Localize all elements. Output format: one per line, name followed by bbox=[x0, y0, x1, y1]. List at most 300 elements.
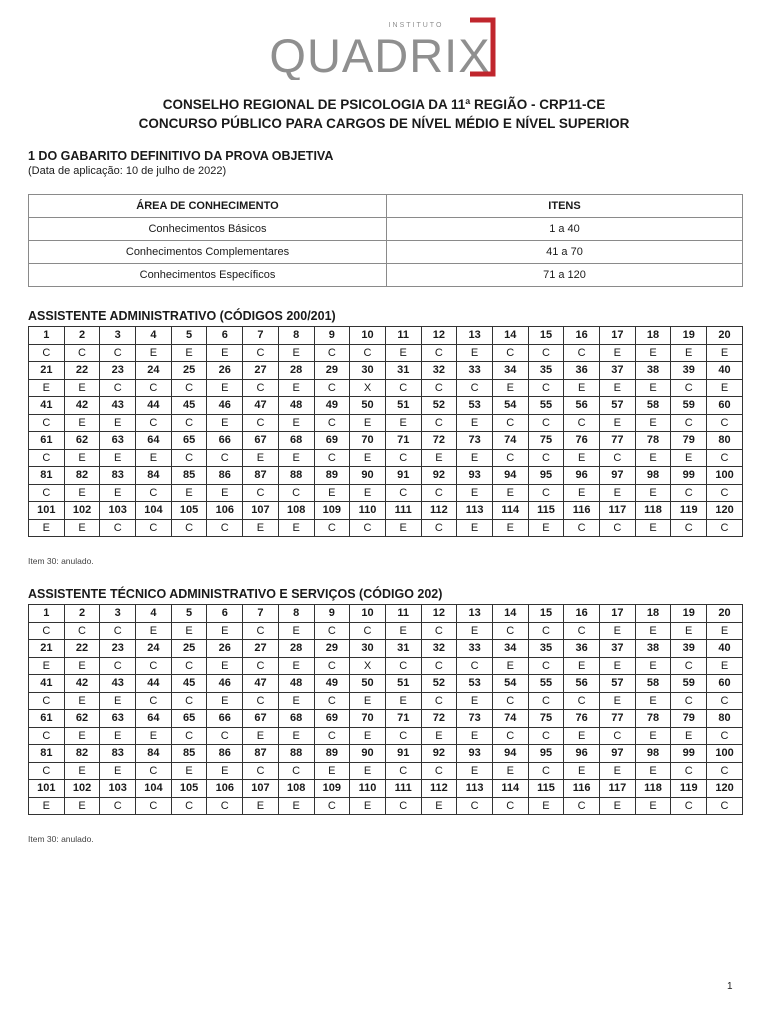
answer-cell: E bbox=[707, 657, 743, 675]
answer-cell: E bbox=[564, 727, 600, 745]
item-number: 54 bbox=[492, 397, 528, 415]
answer-cell: C bbox=[243, 692, 279, 710]
item-number-row bbox=[29, 710, 743, 728]
answer-cell: C bbox=[457, 657, 493, 675]
answer-cell: E bbox=[492, 657, 528, 675]
answer-cell: E bbox=[492, 762, 528, 780]
item-number: 44 bbox=[136, 397, 172, 415]
item-number-row bbox=[29, 362, 743, 380]
answer-cell: C bbox=[243, 484, 279, 502]
answer-cell: C bbox=[457, 797, 493, 815]
answer-cell: C bbox=[421, 692, 457, 710]
answer-cell: C bbox=[707, 449, 743, 467]
answer-cell: E bbox=[457, 692, 493, 710]
answer-cell: C bbox=[243, 344, 279, 362]
heading-line-1: CONSELHO REGIONAL DE PSICOLOGIA DA 11ª REGIÃO - CRP11-CE bbox=[162, 97, 606, 112]
answer-cell: E bbox=[350, 484, 386, 502]
item-number: 17 bbox=[600, 605, 636, 623]
answer-cell: C bbox=[707, 519, 743, 537]
item-number: 77 bbox=[600, 710, 636, 728]
answer-cell: C bbox=[29, 344, 65, 362]
item-number: 61 bbox=[29, 710, 65, 728]
answer-cell: C bbox=[29, 762, 65, 780]
answer-cell: E bbox=[64, 449, 100, 467]
answer-cell: E bbox=[100, 727, 136, 745]
answer-cell: C bbox=[29, 449, 65, 467]
item-number: 117 bbox=[600, 780, 636, 798]
item-number: 56 bbox=[564, 397, 600, 415]
answer-cell: C bbox=[671, 657, 707, 675]
answer-cell: C bbox=[314, 449, 350, 467]
item-number: 88 bbox=[278, 467, 314, 485]
section-title: 1 DO GABARITO DEFINITIVO DA PROVA OBJETIVA bbox=[28, 149, 334, 163]
answer-cell: C bbox=[171, 657, 207, 675]
answer-cell: C bbox=[243, 379, 279, 397]
answer-cell: C bbox=[528, 344, 564, 362]
answer-cell: C bbox=[314, 727, 350, 745]
item-number: 95 bbox=[528, 745, 564, 763]
item-number: 28 bbox=[278, 640, 314, 658]
item-number: 118 bbox=[635, 502, 671, 520]
item-number: 21 bbox=[29, 362, 65, 380]
item-number: 21 bbox=[29, 640, 65, 658]
answer-cell: E bbox=[350, 762, 386, 780]
item-number: 94 bbox=[492, 745, 528, 763]
item-number: 59 bbox=[671, 397, 707, 415]
item-number: 43 bbox=[100, 675, 136, 693]
item-number: 31 bbox=[385, 640, 421, 658]
area-table-header bbox=[29, 195, 743, 218]
answer-cell: C bbox=[171, 727, 207, 745]
answer-cell: E bbox=[707, 622, 743, 640]
answer-cell: E bbox=[64, 727, 100, 745]
item-number: 30 bbox=[350, 362, 386, 380]
item-number: 63 bbox=[100, 432, 136, 450]
answer-cell: C bbox=[421, 344, 457, 362]
item-number: 93 bbox=[457, 745, 493, 763]
answer-cell: C bbox=[278, 762, 314, 780]
item-number: 25 bbox=[171, 362, 207, 380]
answer-cell: E bbox=[207, 344, 243, 362]
item-number: 68 bbox=[278, 432, 314, 450]
answer-cell: E bbox=[421, 727, 457, 745]
item-number: 22 bbox=[64, 640, 100, 658]
answer-cell: C bbox=[136, 484, 172, 502]
item-number: 96 bbox=[564, 467, 600, 485]
item-number: 43 bbox=[100, 397, 136, 415]
item-number: 99 bbox=[671, 467, 707, 485]
item-number: 60 bbox=[707, 397, 743, 415]
gabarito-title: ASSISTENTE ADMINISTRATIVO (CÓDIGOS 200/201) bbox=[28, 309, 336, 323]
item-number: 47 bbox=[243, 675, 279, 693]
answer-cell: E bbox=[671, 622, 707, 640]
answer-cell: C bbox=[707, 762, 743, 780]
item-number: 51 bbox=[385, 397, 421, 415]
item-number: 50 bbox=[350, 397, 386, 415]
answer-cell: C bbox=[29, 484, 65, 502]
item-number: 99 bbox=[671, 745, 707, 763]
item-number: 104 bbox=[136, 502, 172, 520]
item-number: 14 bbox=[492, 327, 528, 345]
answer-cell: C bbox=[528, 692, 564, 710]
item-number: 65 bbox=[171, 710, 207, 728]
item-number: 91 bbox=[385, 467, 421, 485]
item-number: 26 bbox=[207, 362, 243, 380]
item-number: 66 bbox=[207, 710, 243, 728]
answer-cell: C bbox=[421, 414, 457, 432]
answer-cell: E bbox=[278, 657, 314, 675]
item-number-row bbox=[29, 327, 743, 345]
answer-cell: E bbox=[171, 344, 207, 362]
item-number: 120 bbox=[707, 502, 743, 520]
item-number: 74 bbox=[492, 710, 528, 728]
answer-cell: E bbox=[635, 727, 671, 745]
answer-cell: E bbox=[600, 414, 636, 432]
answer-cell: C bbox=[29, 692, 65, 710]
answer-cell: C bbox=[278, 484, 314, 502]
item-number: 80 bbox=[707, 432, 743, 450]
answer-cell: E bbox=[564, 379, 600, 397]
answer-cell: E bbox=[207, 379, 243, 397]
item-number: 65 bbox=[171, 432, 207, 450]
answer-cell: C bbox=[385, 762, 421, 780]
answer-row bbox=[29, 379, 743, 397]
answer-cell: E bbox=[64, 692, 100, 710]
item-number: 46 bbox=[207, 675, 243, 693]
item-number: 14 bbox=[492, 605, 528, 623]
answer-cell: C bbox=[314, 657, 350, 675]
answer-cell: E bbox=[350, 449, 386, 467]
item-number: 10 bbox=[350, 605, 386, 623]
item-number: 39 bbox=[671, 362, 707, 380]
item-number: 82 bbox=[64, 745, 100, 763]
answer-cell: C bbox=[350, 519, 386, 537]
item-number: 33 bbox=[457, 640, 493, 658]
answer-cell: E bbox=[314, 762, 350, 780]
logo-text: QUADRIX bbox=[269, 29, 491, 80]
answer-row bbox=[29, 797, 743, 815]
answer-cell: C bbox=[385, 379, 421, 397]
item-number: 63 bbox=[100, 710, 136, 728]
answer-cell: C bbox=[136, 379, 172, 397]
item-number: 48 bbox=[278, 397, 314, 415]
item-number: 41 bbox=[29, 675, 65, 693]
item-number: 12 bbox=[421, 605, 457, 623]
item-number: 85 bbox=[171, 467, 207, 485]
answer-cell: E bbox=[564, 484, 600, 502]
logo-small-text: INSTITUTO bbox=[388, 22, 444, 29]
answer-cell: C bbox=[492, 622, 528, 640]
item-number: 11 bbox=[385, 605, 421, 623]
answer-cell: C bbox=[528, 414, 564, 432]
item-number: 31 bbox=[385, 362, 421, 380]
item-number: 68 bbox=[278, 710, 314, 728]
answer-cell: C bbox=[421, 762, 457, 780]
answer-cell: E bbox=[29, 519, 65, 537]
item-number: 27 bbox=[243, 640, 279, 658]
answer-cell: C bbox=[314, 692, 350, 710]
item-number: 26 bbox=[207, 640, 243, 658]
area-cell: Conhecimentos Complementares bbox=[29, 241, 387, 264]
item-number: 94 bbox=[492, 467, 528, 485]
answer-cell: C bbox=[564, 622, 600, 640]
answer-cell: E bbox=[635, 484, 671, 502]
answer-cell: E bbox=[600, 762, 636, 780]
answer-cell: C bbox=[492, 727, 528, 745]
answer-cell: E bbox=[600, 379, 636, 397]
item-number: 53 bbox=[457, 397, 493, 415]
item-number: 36 bbox=[564, 640, 600, 658]
area-cell: Conhecimentos Básicos bbox=[29, 218, 387, 241]
item-number: 93 bbox=[457, 467, 493, 485]
answer-cell: C bbox=[64, 344, 100, 362]
item-number: 27 bbox=[243, 362, 279, 380]
item-number: 107 bbox=[243, 780, 279, 798]
item-number: 97 bbox=[600, 745, 636, 763]
item-number: 23 bbox=[100, 362, 136, 380]
item-number: 89 bbox=[314, 745, 350, 763]
item-number: 62 bbox=[64, 432, 100, 450]
item-number: 35 bbox=[528, 362, 564, 380]
item-number: 49 bbox=[314, 675, 350, 693]
item-number: 56 bbox=[564, 675, 600, 693]
answer-cell: E bbox=[635, 414, 671, 432]
answer-cell: C bbox=[671, 484, 707, 502]
answer-cell: E bbox=[635, 762, 671, 780]
item-number: 102 bbox=[64, 502, 100, 520]
answer-cell: C bbox=[671, 414, 707, 432]
item-number: 29 bbox=[314, 640, 350, 658]
answer-cell: C bbox=[136, 657, 172, 675]
item-number: 42 bbox=[64, 397, 100, 415]
item-number: 62 bbox=[64, 710, 100, 728]
answer-cell: E bbox=[243, 797, 279, 815]
item-number: 57 bbox=[600, 675, 636, 693]
item-number: 92 bbox=[421, 467, 457, 485]
item-number: 38 bbox=[635, 640, 671, 658]
item-number: 83 bbox=[100, 745, 136, 763]
answer-cell: C bbox=[171, 379, 207, 397]
item-number: 35 bbox=[528, 640, 564, 658]
answer-cell: E bbox=[64, 379, 100, 397]
answer-cell: C bbox=[100, 622, 136, 640]
item-number: 39 bbox=[671, 640, 707, 658]
answer-cell: E bbox=[385, 414, 421, 432]
answer-cell: C bbox=[64, 622, 100, 640]
heading-line-2: CONCURSO PÚBLICO PARA CARGOS DE NÍVEL MÉDIO E NÍVEL SUPERIOR bbox=[138, 116, 630, 131]
items-cell: 71 a 120 bbox=[387, 264, 743, 287]
item-number: 78 bbox=[635, 432, 671, 450]
answer-row bbox=[29, 519, 743, 537]
item-number: 85 bbox=[171, 745, 207, 763]
answer-cell: C bbox=[492, 692, 528, 710]
answer-cell: E bbox=[528, 519, 564, 537]
answer-cell: C bbox=[671, 692, 707, 710]
answer-row bbox=[29, 414, 743, 432]
answer-cell: E bbox=[457, 727, 493, 745]
item-number: 64 bbox=[136, 432, 172, 450]
item-number: 46 bbox=[207, 397, 243, 415]
answer-cell: C bbox=[707, 484, 743, 502]
answer-cell: E bbox=[457, 622, 493, 640]
item-number: 3 bbox=[100, 327, 136, 345]
item-number: 64 bbox=[136, 710, 172, 728]
item-number: 53 bbox=[457, 675, 493, 693]
answer-cell: E bbox=[635, 344, 671, 362]
item-number: 52 bbox=[421, 397, 457, 415]
item-number: 88 bbox=[278, 745, 314, 763]
answer-cell: C bbox=[29, 414, 65, 432]
answer-cell: E bbox=[64, 484, 100, 502]
item-number: 89 bbox=[314, 467, 350, 485]
answer-cell: C bbox=[171, 797, 207, 815]
item-number: 71 bbox=[385, 432, 421, 450]
answer-cell: E bbox=[64, 519, 100, 537]
answer-cell: C bbox=[385, 657, 421, 675]
answer-cell: C bbox=[100, 657, 136, 675]
answer-cell: E bbox=[64, 414, 100, 432]
item-number: 7 bbox=[243, 327, 279, 345]
answer-cell: C bbox=[564, 519, 600, 537]
answer-cell: E bbox=[243, 519, 279, 537]
item-number: 79 bbox=[671, 432, 707, 450]
item-number: 10 bbox=[350, 327, 386, 345]
item-number: 90 bbox=[350, 467, 386, 485]
answer-cell: C bbox=[528, 762, 564, 780]
item-number: 3 bbox=[100, 605, 136, 623]
answer-cell: E bbox=[600, 797, 636, 815]
answer-cell: E bbox=[136, 449, 172, 467]
answer-cell: E bbox=[278, 414, 314, 432]
answer-cell: C bbox=[314, 622, 350, 640]
answer-cell: E bbox=[707, 379, 743, 397]
answer-cell: E bbox=[278, 519, 314, 537]
item-number: 84 bbox=[136, 467, 172, 485]
item-number: 67 bbox=[243, 432, 279, 450]
answer-cell: C bbox=[385, 449, 421, 467]
item-number: 101 bbox=[29, 780, 65, 798]
answer-cell: E bbox=[171, 622, 207, 640]
answer-cell: E bbox=[457, 762, 493, 780]
item-number: 59 bbox=[671, 675, 707, 693]
answer-cell: X bbox=[350, 657, 386, 675]
answer-cell: C bbox=[528, 379, 564, 397]
answer-cell: C bbox=[564, 414, 600, 432]
item-number: 8 bbox=[278, 327, 314, 345]
answer-cell: E bbox=[492, 484, 528, 502]
item-number: 100 bbox=[707, 745, 743, 763]
item-number: 108 bbox=[278, 780, 314, 798]
item-number: 6 bbox=[207, 605, 243, 623]
item-number: 67 bbox=[243, 710, 279, 728]
answer-cell: E bbox=[457, 449, 493, 467]
answer-row bbox=[29, 692, 743, 710]
answer-cell: C bbox=[385, 797, 421, 815]
item-number: 110 bbox=[350, 502, 386, 520]
annulment-note: Item 30: anulado. bbox=[28, 834, 94, 844]
item-number: 15 bbox=[528, 605, 564, 623]
answer-cell: E bbox=[635, 622, 671, 640]
item-number: 70 bbox=[350, 432, 386, 450]
item-number: 111 bbox=[385, 780, 421, 798]
item-number-row bbox=[29, 502, 743, 520]
item-number: 108 bbox=[278, 502, 314, 520]
item-number: 1 bbox=[29, 605, 65, 623]
answer-cell: C bbox=[136, 519, 172, 537]
item-number: 33 bbox=[457, 362, 493, 380]
item-number: 72 bbox=[421, 710, 457, 728]
answer-cell: E bbox=[564, 762, 600, 780]
item-number: 113 bbox=[457, 780, 493, 798]
answer-cell: C bbox=[207, 797, 243, 815]
answer-cell: C bbox=[457, 379, 493, 397]
answer-cell: E bbox=[635, 519, 671, 537]
item-number: 114 bbox=[492, 780, 528, 798]
answer-cell: E bbox=[100, 484, 136, 502]
answer-cell: E bbox=[136, 622, 172, 640]
answer-cell: E bbox=[207, 657, 243, 675]
item-number: 80 bbox=[707, 710, 743, 728]
item-number: 60 bbox=[707, 675, 743, 693]
item-number: 45 bbox=[171, 675, 207, 693]
page-number: 1 bbox=[727, 981, 733, 992]
answer-cell: E bbox=[635, 657, 671, 675]
answer-cell: C bbox=[100, 344, 136, 362]
answer-cell: C bbox=[492, 449, 528, 467]
answer-cell: E bbox=[29, 657, 65, 675]
answer-cell: E bbox=[635, 379, 671, 397]
answer-cell: C bbox=[243, 762, 279, 780]
item-number: 109 bbox=[314, 780, 350, 798]
answer-cell: C bbox=[136, 692, 172, 710]
items-cell: 1 a 40 bbox=[387, 218, 743, 241]
item-number: 18 bbox=[635, 605, 671, 623]
answer-cell: C bbox=[564, 797, 600, 815]
item-number: 113 bbox=[457, 502, 493, 520]
item-number: 71 bbox=[385, 710, 421, 728]
item-number-row bbox=[29, 745, 743, 763]
answer-cell: C bbox=[171, 414, 207, 432]
item-number: 52 bbox=[421, 675, 457, 693]
item-number: 4 bbox=[136, 605, 172, 623]
answer-cell: E bbox=[671, 449, 707, 467]
item-number: 77 bbox=[600, 432, 636, 450]
item-number: 119 bbox=[671, 502, 707, 520]
item-number: 97 bbox=[600, 467, 636, 485]
answer-cell: E bbox=[278, 622, 314, 640]
item-number: 115 bbox=[528, 502, 564, 520]
answer-cell: C bbox=[707, 727, 743, 745]
area-table-row bbox=[29, 218, 743, 241]
answer-cell: E bbox=[350, 414, 386, 432]
answer-cell: C bbox=[528, 484, 564, 502]
answer-cell: E bbox=[243, 727, 279, 745]
item-number: 2 bbox=[64, 605, 100, 623]
answer-cell: E bbox=[29, 379, 65, 397]
answer-cell: E bbox=[457, 414, 493, 432]
answer-cell: C bbox=[314, 797, 350, 815]
item-number: 40 bbox=[707, 640, 743, 658]
answer-cell: E bbox=[350, 727, 386, 745]
item-number: 87 bbox=[243, 467, 279, 485]
item-number: 11 bbox=[385, 327, 421, 345]
answer-cell: E bbox=[29, 797, 65, 815]
answer-cell: E bbox=[314, 484, 350, 502]
answer-cell: E bbox=[64, 797, 100, 815]
item-number: 16 bbox=[564, 327, 600, 345]
answer-cell: C bbox=[671, 762, 707, 780]
item-number: 87 bbox=[243, 745, 279, 763]
